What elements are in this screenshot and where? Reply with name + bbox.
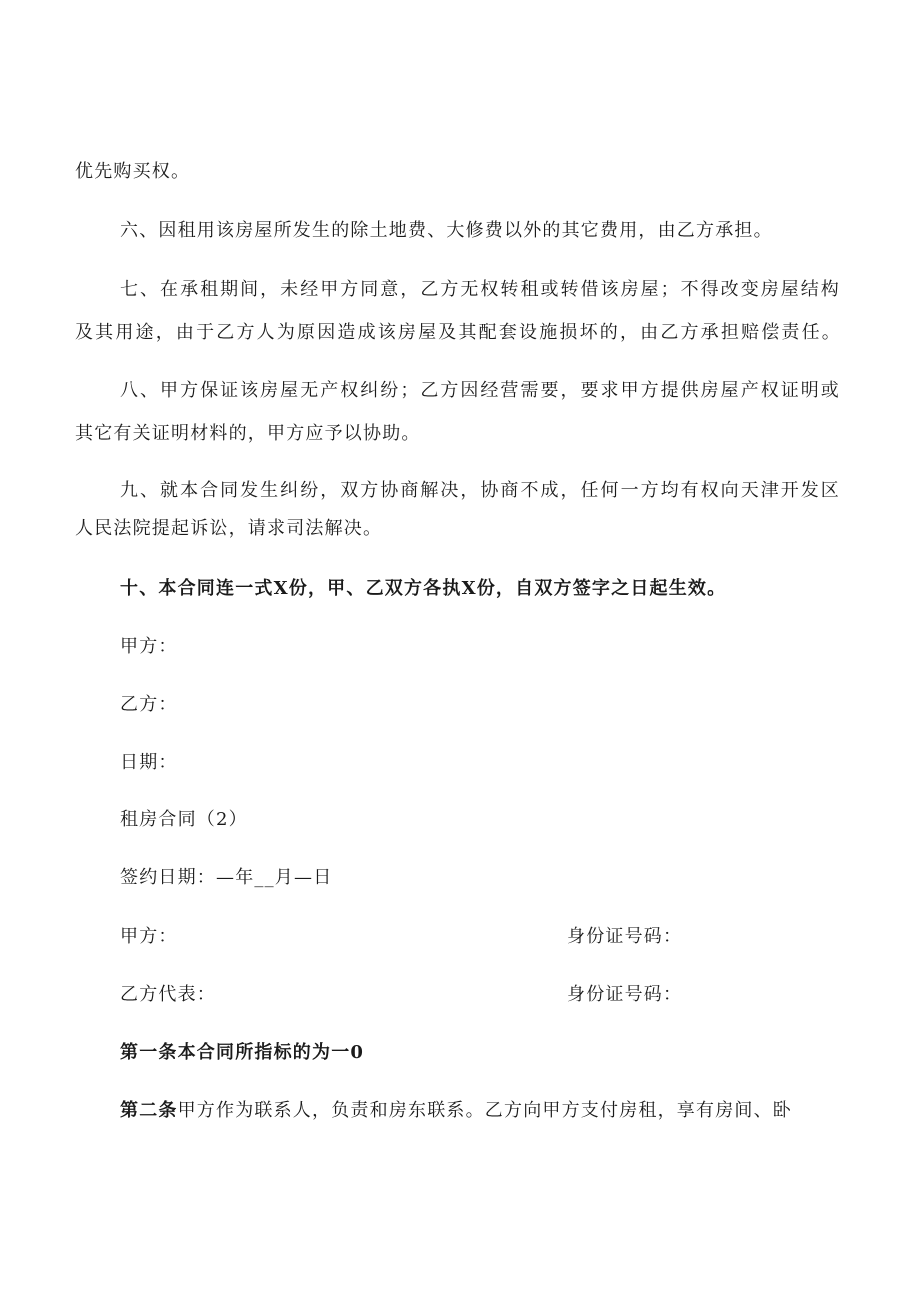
date-label: 日期： [120,752,178,773]
clause-six: 六、因租用该房屋所发生的除土地费、大修费以外的其它费用，由乙方承担。 [120,220,773,241]
article-two-text: 甲方作为联系人，负责和房东联系。乙方向甲方支付房租，享有房间、卧 [177,1100,793,1121]
party-a-label-2: 甲方： [120,926,178,947]
article-two-heading: 第二条 [120,1100,178,1121]
clause-eight-line-1: 八、甲方保证该房屋无产权纠纷；乙方因经营需要，要求甲方提供房屋产权证明或 [120,380,840,401]
party-b-label: 乙方： [120,694,178,715]
clause-ten: 十、本合同连一式X份，甲、乙双方各执X份，自双方签字之日起生效。 [120,578,727,599]
clause-eight-line-2: 其它有关证明材料的，甲方应予以协助。 [75,423,421,444]
contract-title: 租房合同（2） [120,809,248,830]
clause-seven-line-2: 及其用途，由于乙方人为原因造成该房屋及其配套设施损坏的，由乙方承担赔偿责任。 [75,322,841,343]
party-a-label: 甲方： [120,636,178,657]
signing-date: 签约日期：—年__月—日 [120,867,333,888]
clause-nine-line-2: 人民法院提起诉讼，请求司法解决。 [75,518,383,539]
id-number-label-a: 身份证号码： [567,926,683,947]
id-number-label-b: 身份证号码： [567,984,683,1005]
article-two [120,1099,792,1123]
clause-nine-line-1: 九、就本合同发生纠纷，双方协商解决，协商不成，任何一方均有权向天津开发区 [120,480,840,501]
article-one: 第一条本合同所指标的为一0 [120,1042,365,1063]
party-b-representative-label: 乙方代表： [120,984,216,1005]
paragraph-line: 优先购买权。 [75,161,191,182]
clause-seven-line-1: 七、在承租期间，未经甲方同意，乙方无权转租或转借该房屋；不得改变房屋结构 [120,279,840,300]
